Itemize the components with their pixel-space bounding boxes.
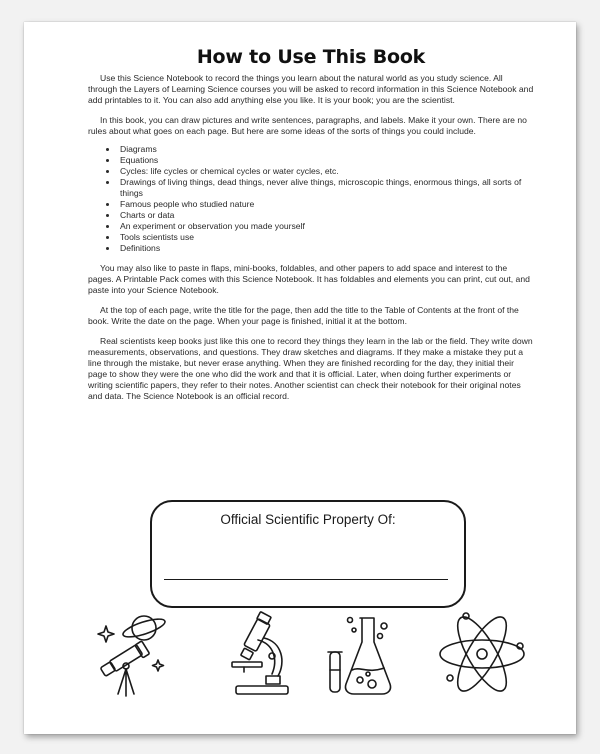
page-title: How to Use This Book xyxy=(196,46,426,68)
list-item: • Tools scientists use xyxy=(118,232,534,243)
property-box xyxy=(150,500,466,608)
paragraph-ideas: In this book, you can draw pictures and write sentences, paragraphs, and labels. Make it your own. There are no rules about what goes on each page. But here are some ideas of the sorts of things you could include. xyxy=(88,115,527,136)
microscope-icon xyxy=(222,610,302,700)
list-item: • An experiment or observation you made yourself xyxy=(118,221,534,232)
list-item: • Drawings of living things, dead things, never alive things, microscopic things, enormous things, all sorts of things xyxy=(118,177,534,199)
paragraph-top: At the top of each page, write the title for the page, then add the title to the Table of Contents at the front of the book. Write the date on the page. When your page is finished, initial it at the bottom. xyxy=(88,305,519,326)
paragraph-real-scientists: Real scientists keep books just like this one to record they things they learn in the lab or the field. They write down measurements, observations, and questions. They draw sketches and diagrams. If they make a mistake they put a line through the mistake, but never erase anything. When they are finished recording for the day, they initial their page to show they were the one who did the work and that it is official. Later, when doing further experiments or writing scientific papers, they refer to their notes. Another scientist can check their notebook for their original notes and data. The Science Notebook is an official record. xyxy=(88,336,533,401)
paragraph-paste: You may also like to paste in flaps, mini-books, foldables, and other papers to add space and interest to the pages. A Printable Pack comes with this Science Notebook. It has foldables and elements you can print, cut out, and paste into your Science Notebook. xyxy=(88,263,530,295)
list-item: • Diagrams xyxy=(118,144,534,155)
list-item: • Charts or data xyxy=(118,210,534,221)
telescope-planet-icon xyxy=(96,608,186,700)
name-write-line[interactable] xyxy=(164,579,448,580)
atom-icon xyxy=(436,608,528,700)
notebook-page xyxy=(24,22,576,734)
ideas-list xyxy=(88,144,534,254)
flask-icon xyxy=(324,612,406,700)
paragraph-intro: Use this Science Notebook to record the things you learn about the natural world as you study science. All through the Layers of Learning Science courses you will be asked to record information in this Science Notebook and add printables to it. You can also add anything else you like. It is your book; you are the scientist. xyxy=(88,73,534,105)
property-label: Official Scientific Property Of: xyxy=(220,512,396,527)
list-item: • Cycles: life cycles or chemical cycles or water cycles, etc. xyxy=(118,166,534,177)
list-item: • Famous people who studied nature xyxy=(118,199,534,210)
list-item: • Equations xyxy=(118,155,534,166)
page-content xyxy=(88,46,534,411)
list-item: • Definitions xyxy=(118,243,534,254)
